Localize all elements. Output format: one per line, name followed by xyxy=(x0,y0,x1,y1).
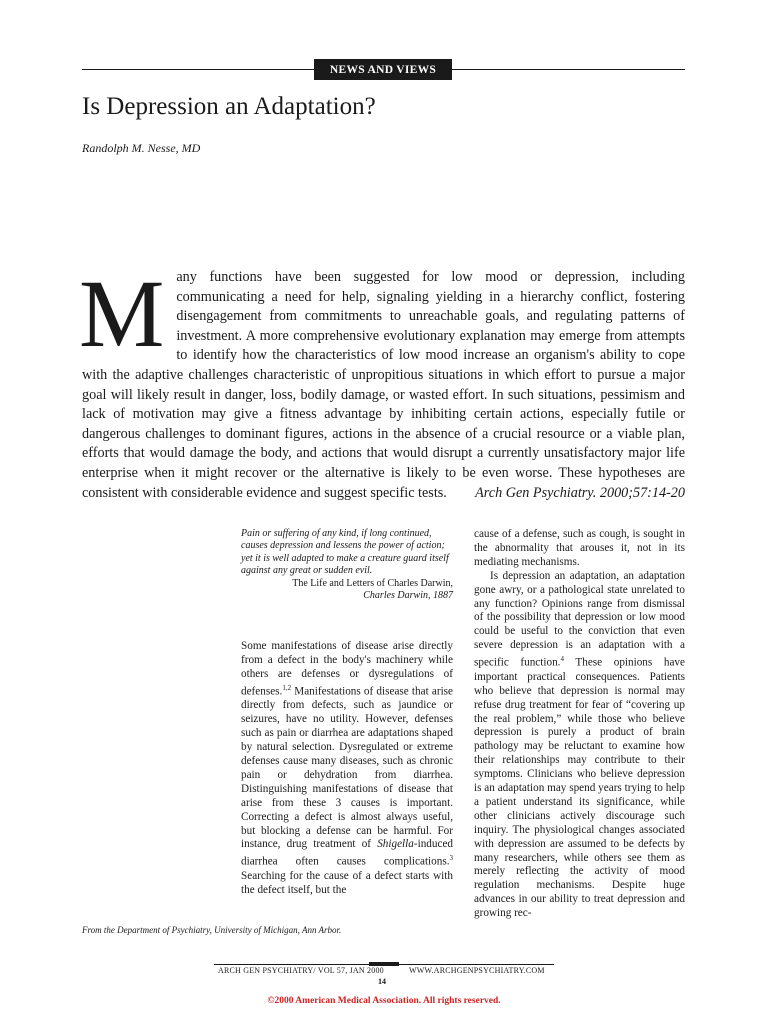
copyright-notice: ©2000 American Medical Association. All rights reserved. xyxy=(267,996,501,1006)
body-text: -induced diarrhea often causes complications. xyxy=(241,838,453,869)
epigraph-quote: Pain or suffering of any kind, if long continued, causes depression and lessens the power of action; yet it is well adapted to make a creature guard itself against any great or sudden evil. xyxy=(241,528,449,577)
epigraph-author: Charles Darwin, 1887 xyxy=(363,590,453,602)
epigraph-source: The Life and Letters of Charles Darwin, xyxy=(292,577,453,589)
body-paragraph xyxy=(241,640,453,898)
citation: Arch Gen Psychiatry. 2000;57:14-20 xyxy=(475,484,685,501)
organism-name: Shigella xyxy=(377,838,414,851)
footer-journal: ARCH GEN PSYCHIATRY/ VOL 57, JAN 2000 xyxy=(218,966,384,975)
body-column-left xyxy=(241,640,453,898)
reference-marker: 3 xyxy=(449,854,453,863)
article-title: Is Depression an Adaptation? xyxy=(82,93,376,120)
body-text: Some manifestations of disease arise directly from a defect in the body's machinery while others are defenses or dysregulations of defenses. xyxy=(241,640,453,698)
body-column-right xyxy=(474,528,685,921)
affiliation-note: From the Department of Psychiatry, University of Michigan, Ann Arbor. xyxy=(82,925,342,935)
footer-url: WWW.ARCHGENPSYCHIATRY.COM xyxy=(409,966,545,975)
body-text: These opinions have important practical consequences. Patients who believe that depression is normal may refuse drug treatment for fear of “covering up the real problem,” while those who believe depression is purely a product of brain pathology may be reluctant to examine how their relationships may contribute to their symptoms. Clinicians who believe depression is an adaptation may spend years trying to help a patient understand its significance, while other clinicians actively discourage such inquiry. The physiological changes associated with depression are assumed to be defects by many researchers, while others see them as merely reflecting the activity of mood regulation mechanisms. Despite huge advances in our ability to treat depression and growing rec- xyxy=(474,656,685,920)
epigraph-attribution xyxy=(241,578,453,603)
abstract-text: any functions have been suggested for low mood or depression, including communicating a need for help, signaling yielding in a hierarchy conflict, fostering disengagement from commitments to unreachable goals, and regulating patterns of investment. A more comprehensive evolutionary explanation may emerge from attempts to identify how the characteristics of low mood increase an organism's ability to cope with the adaptive challenges characteristic of unpropitious situations in which effort to pursue a major goal will likely result in danger, loss, bodily damage, or wasted effort. In such situations, pessimism and lack of motivation may give a fitness advantage by inhibiting certain actions, especially futile or dangerous challenges to dominant figures, actions in the absence of a crucial resource or a viable plan, efforts that would damage the body, and actions that would disrupt a currently unsatisfactory major life enterprise when it might recover or the alternative is likely to be even worse. These hypotheses are consistent with considerable evidence and suggest specific tests. xyxy=(82,269,685,501)
body-text: Is depression an adaptation, an adaptation gone awry, or a pathological state unrelated to any function? Opinions range from dismissal of the possibility that depression or low mood could be useful to the conviction that even severe depression is an adaptation with a specific function. xyxy=(474,569,685,669)
epigraph xyxy=(241,528,453,602)
abstract xyxy=(79,260,685,503)
body-text: Manifestations of disease that arise directly from defects, such as jaundice or seizures, have no utility. However, defenses such as pain or diarrhea are adaptations shaped by natural selection. Dysregulated or extreme defenses cause many diseases, such as chronic pain or dehydration from diarrhea. Distinguishing manifestations of disease that arise from these 3 causes is important. Correcting a defect is almost always useful, but blocking a defense can be harmful. For instance, drug treatment of xyxy=(241,685,453,851)
author-byline: Randolph M. Nesse, MD xyxy=(82,141,201,155)
body-paragraph: cause of a defense, such as cough, is sought in the abnormality that arouses it, not in its mediating mechanisms. xyxy=(474,528,685,568)
reference-marker: 4 xyxy=(560,655,564,664)
body-paragraph xyxy=(474,570,685,921)
body-text: Searching for the cause of a defect starts with the defect itself, but the xyxy=(241,869,453,896)
section-label: NEWS AND VIEWS xyxy=(314,59,452,80)
page-number: 14 xyxy=(378,977,386,986)
reference-marker: 1,2 xyxy=(282,683,292,692)
drop-cap: M xyxy=(79,260,165,367)
